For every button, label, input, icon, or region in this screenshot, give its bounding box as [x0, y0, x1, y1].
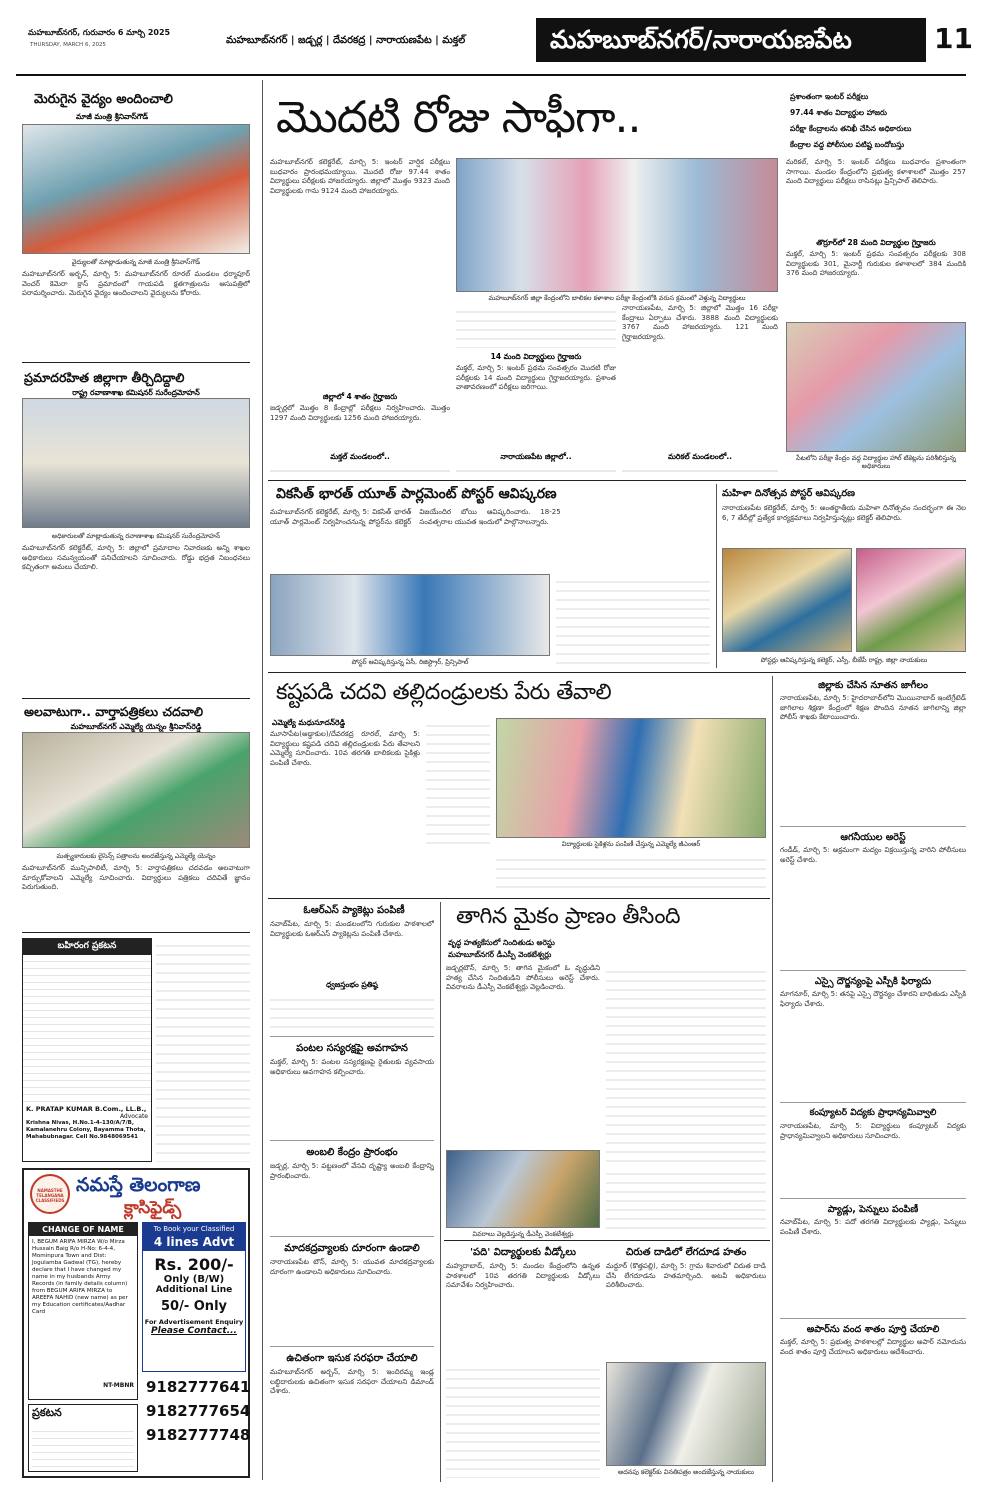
article-body	[606, 1166, 766, 1232]
classifieds-seal-text: NAMASTHE TELANGANA CLASSIFIEDS	[35, 1188, 65, 1203]
article-body: మక్తల్, మార్చి 5: ప్రభుత్వ పాఠశాలల్లో విద్యార్థుల అపార్ నమోదును వంద శాతం పూర్తి చేయాలని అధికారులు ఆదేశించారు.	[780, 1338, 966, 1356]
advocate-role: Advocate	[119, 1113, 148, 1120]
article-headline: జిల్లాకు చేసిన నూతన జాగీలం	[818, 680, 928, 691]
change-of-name-code: NT-MBNR	[103, 1382, 134, 1389]
article-body: నవాబ్‌పేట, మార్చి 5: పదో తరగతి విద్యార్థులకు ప్యాడ్లు, పెన్నులు పంపిణీ చేశారు.	[780, 1218, 966, 1236]
article-subhead: ధ్వజస్తంభం ప్రతిష్ఠ	[326, 980, 378, 989]
phone-number: 9182777654	[146, 1402, 251, 1420]
article-headline: ఉచితంగా ఇసుక సరఫరా చేయాలి	[286, 1353, 418, 1364]
lead-headline: మొదటి రోజు సాఫీగా..	[276, 92, 641, 143]
photo-caption: వైద్యులతో మాట్లాడుతున్న మాజీ మంత్రి శ్రీనివాస్‌గౌడ్	[71, 258, 201, 266]
article-photo	[22, 124, 250, 254]
lead-bullet: పరీక్షా కేంద్రాలను తనిఖీ చేసిన అధికారులు	[790, 124, 912, 133]
article-body: మహబూబ్‌నగర్ అర్బన్, మార్చి 5: ఇందిరమ్మ ఇండ్ల లబ్ధిదారులకు ఉచితంగా ఇసుక సరఫరా చేయాలని డిమాండ్ చేశారు.	[270, 1368, 434, 1395]
lead-subhead: నారాయణపేట జిల్లాలో..	[500, 452, 572, 461]
lead-body: మక్తల్, మార్చి 5: ఇంటర్ ప్రథమ సంవత్సరం మొదటి రోజు పరీక్షలకు 14 మంది విద్యార్థులు గైర్హాజరయ్యారు. ప్రశాంత వాతావరణంలో పరీక్షలు జరిగాయి.	[456, 364, 616, 391]
article-headline: పంటల సస్యరక్షపై అవగాహన	[296, 1043, 408, 1054]
phone-number: 9182777641	[146, 1378, 251, 1396]
left-column	[16, 80, 256, 1485]
article-body: నారాయణపేట, మార్చి 5: హైదరాబాద్‌లోని మొయినాబాద్ ఇంటిగ్రేటెడ్ జాగిలాల శిక్షణా కేంద్రంలో శిక్షణ పొందిన నూతన జాగిలాన్ని జిల్లా పోలీస్ శాఖకు కేటాయించారు.	[780, 694, 966, 721]
article-headline: మెరుగైన వైద్యం అందించాలి	[34, 92, 173, 107]
article-byline: ఎమ్మెల్యే మధుసూదన్‌రెడ్డి	[272, 718, 346, 727]
booking-line-2: 4 lines Advt	[143, 1235, 245, 1251]
lead-subhead: తొర్రూర్‌లో 28 మంది విద్యార్థుల గైర్హాజరు	[816, 238, 936, 247]
advocate-name: K. PRATAP KUMAR B.Com., LL.B.,	[26, 1105, 147, 1113]
lead-photo	[456, 158, 778, 292]
article-body: జడ్చర్ల, మార్చి 5: పట్టణంలో వేసవి దృష్ట్యా అంబలి కేంద్రాన్ని ప్రారంభించారు.	[270, 1162, 434, 1180]
classifieds-brand-sub: క్లాసిఫైడ్స్	[124, 1198, 182, 1218]
advocate-address: Krishna Nivas, H.No.1-4-130/A/7/B, Kamalanehru Colony, Bayamma Thota, Mahabubnagar. Cell No.9848069541	[26, 1120, 146, 1140]
lead-subhead: జిల్లాలో 4 శాతం గైర్హాజరు	[322, 392, 398, 401]
photo-caption: వివరాలు వెల్లడిస్తున్న డీఎస్పీ వెంకటేశ్వర్లు	[472, 1230, 574, 1238]
lead-body	[270, 464, 450, 476]
classifieds-block	[22, 1168, 250, 1478]
phone-number: 9182777748	[146, 1426, 251, 1444]
article-byline: రాష్ట్ర రవాణాశాఖ కమిషనర్ సురేంద్రమోహన్	[72, 388, 200, 397]
change-of-name-heading: CHANGE OF NAME	[29, 1223, 137, 1236]
lead-body	[456, 464, 616, 476]
article-photo	[22, 398, 250, 528]
photo-caption: అదనపు కలెక్టర్‌కు వినతిపత్రం అందజేస్తున్న నాయకులు	[618, 1468, 754, 1476]
article-body: మక్తల్, మార్చి 5: పంటల సస్యరక్షణపై రైతులకు వ్యవసాయ అధికారులు అవగాహన కల్పించారు.	[270, 1058, 434, 1076]
booking-contact: Please Contact...	[151, 1326, 237, 1336]
article-headline: కంప్యూటర్ విద్యకు ప్రాధాన్యమివ్వాలి	[809, 1108, 937, 1118]
lead-body: మహబూబ్‌నగర్ కలెక్టరేట్, మార్చి 5: ఇంటర్ వార్షిక పరీక్షలు బుధవారం ప్రారంభమయ్యాయి. మొదటి రోజు 97.44 శాతం విద్యార్థులు పరీక్షలకు హాజరయ్యారు. జిల్లాలో మొత్తం 9323 మంది విద్యార్థులకు గాను 9124 మంది హాజరయ్యారు.	[270, 158, 450, 195]
lead-subhead: మక్తల్ మండలంలో..	[330, 452, 390, 461]
photo-caption: అధికారులతో మాట్లాడుతున్న రవాణాశాఖ కమిషనర్ సురేంద్రమోహన్	[51, 532, 221, 540]
article-headline: అంబలి కేంద్రం ప్రారంభం	[306, 1147, 398, 1158]
photo-caption: విద్యార్థులకు సైకిళ్లను పంపిణీ చేస్తున్న ఎమ్మెల్యే జీఎంఆర్	[561, 840, 701, 848]
lead-body: మక్తల్, మార్చి 5: ఇంటర్ ప్రథమ సంవత్సరం పరీక్షలకు 308 విద్యార్థులకు 301, మైనార్టీ గురుకుల కళాశాలలో 384 మందికి 376 మంది హాజరయ్యారు.	[786, 250, 966, 277]
article-headline: ప్యాడ్లు, పెన్నులు పంపిణీ	[827, 1204, 919, 1215]
article-body: మహబూబ్‌నగర్ కలెక్టరేట్, మార్చి 5: వికసిత్ భారత్ యూత్ పార్లమెంట్ నిర్వహించనున్న పోస్టర్‌ను కలెక్టర్ విజయేందిర బోయి ఆవిష్కరించారు. 18-25 సంవత్సరాల యువత ఇందులో పాల్గొనాలన్నారు.	[270, 508, 561, 526]
article-photo	[270, 574, 550, 656]
lead-body: జడ్చర్లలో మొత్తం 8 కేంద్రాల్లో పరీక్షలు నిర్వహించారు. మొత్తం 1297 మంది విద్యార్థులకు 1256 మంది హాజరయ్యారు.	[270, 404, 450, 422]
photo-caption: మత్స్యకారులకు లైసెన్స్‌ పత్రాలను అందజేస్తున్న ఎమ్మెల్యే యెన్నం	[56, 852, 216, 860]
article-body	[446, 1362, 600, 1478]
lead-bullet: కేంద్రాల వద్ద పోలీసుల పటిష్ట బందోబస్తు	[790, 140, 905, 149]
article-headline: చిరుత దాడిలో లేగదూడ హతం	[625, 1247, 747, 1258]
right-column	[776, 676, 966, 1486]
lead-subhead: మరికల్ మండలంలో..	[667, 452, 733, 461]
notice-box-heading: ప్రకటన	[32, 1406, 62, 1419]
edition-banner	[536, 18, 926, 62]
change-of-name-text: I, BEGUM ARIFA MIRZA W/o Mirza Hussain Baig R/o H-No: 6-4-4, Mominpura Town and Dist: Jogulamba Gadwal (TG), hereby declare that I have changed my name in my husbands Army Records (in family details column) from BEGUM ARIFA MIRZA to AREEFA NAHID (new name) as per my Education certificates/Aadhar Card	[32, 1239, 128, 1315]
classifieds-brand: నమస్తే తెలంగాణ	[76, 1174, 201, 1196]
article-body: నవాబ్‌పేట, మార్చి 5: మండలంలోని గురుకుల పాఠశాలలో విద్యార్థులకు ఓఆర్‌ఎస్ ప్యాకెట్లను పంపిణీ చేశారు.	[270, 920, 434, 938]
article-headline: వికసిత్ భారత్ యూత్ పార్లమెంట్ పోస్టర్ ఆవిష్కరణ	[276, 486, 557, 502]
article-body	[270, 992, 434, 1032]
public-notice-ad	[22, 938, 152, 1162]
date-telugu: మహబూబ్‌నగర్, గురువారం 6 మార్చి 2025	[28, 28, 171, 37]
page-number: 11	[934, 22, 973, 55]
booking-price-note: Only (B/W)	[163, 1274, 225, 1285]
lead-bullets	[790, 92, 966, 151]
classifieds-seal	[30, 1174, 70, 1214]
notice-heading: బహిరంగ ప్రకటన	[23, 939, 151, 955]
booking-enquiry: For Advertisement Enquiry	[144, 1318, 244, 1326]
lead-bullet: ప్రశాంతంగా ఇంటర్ పరీక్షలు	[790, 92, 869, 101]
article-body	[156, 938, 250, 1162]
article-byline: మాజీ మంత్రి శ్రీనివాస్‌గౌడ్	[76, 112, 149, 121]
booking-additional-price: 50/- Only	[161, 1299, 227, 1314]
article-headline: ఎస్సై దౌర్జన్యంపై ఎస్పీకి ఫిర్యాదు	[814, 976, 932, 987]
article-headline: ఓఆర్‌ఎస్ ప్యాకెట్లు పంపిణీ	[303, 905, 405, 916]
lead-body: నారాయణపేట, మార్చి 5: జిల్లాలో మొత్తం 16 పరీక్షా కేంద్రాలు ఏర్పాటు చేశారు. 3888 మంది విద్యార్థులకు 3767 మంది హాజరయ్యారు. 121 మంది గైర్హాజరయ్యారు.	[622, 304, 778, 341]
article-bullet: వృద్ధ హత్యకేసులో నిందితుడు అరెస్టు	[448, 938, 555, 947]
article-headline: మాదకద్రవ్యాలకు దూరంగా ఉండాలి	[284, 1243, 420, 1254]
date-english: THURSDAY, MARCH 6, 2025	[30, 42, 106, 48]
article-body	[556, 574, 710, 666]
change-of-name-box	[28, 1222, 138, 1400]
article-body: మహబూబ్‌నగర్ కలెక్టరేట్, మార్చి 5: జిల్లాలో ప్రమాదాల నివారణకు అన్ని శాఖల అధికారులు సమన్వయంతో పనిచేయాలని సూచించారు. రోడ్డు భద్రత నిబంధనలు కచ్చితంగా అమలు చేయాలి.	[22, 544, 250, 571]
booking-additional: Additional Line	[155, 1285, 233, 1295]
booking-line-1: To Book your Classified	[143, 1223, 245, 1235]
article-body: నారాయణపేట టౌన్, మార్చి 5: యువత మాదకద్రవ్యాలకు దూరంగా ఉండాలని అధికారులు సూచించారు.	[270, 1258, 434, 1276]
article-body: మహబూబ్‌నగర్ అర్బన్, మార్చి 5: మహబూబ్‌నగర్ రూరల్ మండలం ధర్మాపూర్ వెంచర్ కెమెరా క్రాస్ ప్రమాదంలో గాయపడి క్షతగాత్రులను ఆసుపత్రిలో పరామర్శించారు. మెరుగైన వైద్యం అందించాలని వైద్యులను కోరారు.	[22, 270, 250, 297]
notice-box-text	[32, 1425, 134, 1469]
lead-body	[456, 304, 616, 348]
article-headline: అపార్‌ను వంద శాతం పూర్తి చేయాలి	[806, 1324, 940, 1335]
article-body: మాగనూర్, మార్చి 5: తనపై ఎస్సై దౌర్జన్యం చేశారని బాధితుడు ఎస్పీకి ఫిర్యాదు చేశారు.	[780, 990, 966, 1008]
article-body: మద్దూర్ (కొత్తపల్లి), మార్చి 5: గ్రామ శివారులో చిరుత దాడి చేసి లేగదూడను హతమార్చింది. అటవీ అధికారులు పరిశీలించారు.	[606, 1262, 766, 1289]
article-body: మహ్మదాబాద్, మార్చి 5: మండల కేంద్రంలోని ఉన్నత పాఠశాలలో 10వ తరగతి విద్యార్థులకు వీడ్కోలు సమావేశం నిర్వహించారు.	[446, 1262, 600, 1289]
lead-photo-2-caption: పేటలోని పరీక్షా కేంద్రం వద్ద విద్యార్థుల హాల్ టికెట్లను పరిశీలిస్తున్న అధికారులు	[796, 454, 956, 470]
article-photo	[496, 718, 766, 838]
lead-subhead: 14 మంది విద్యార్థులు గైర్హాజరు	[490, 352, 582, 361]
photo-caption: పోస్టర్ ఆవిష్కరిస్తున్న ఏసీ, రిజిస్ట్రార్, ప్రిన్సిపాల్	[351, 658, 469, 666]
article-body: మహబూబ్‌నగర్ మున్సిపాలిటీ, మార్చి 5: వార్తాపత్రికలు చదవడం అలవాటుగా మార్చుకోవాలని ఎమ్మెల్యే సూచించారు. విద్యార్థులు పత్రికలు చదివితే జ్ఞానం పెరుగుతుంది.	[22, 864, 250, 891]
photo-caption: పోస్టర్లు ఆవిష్కరిస్తున్న కలెక్టర్, ఎస్పీ, బీజేపీ రాష్ట్ర, జిల్లా నాయకులు	[760, 656, 928, 664]
article-headline: 'పది' విద్యార్థులకు వీడ్కోలు	[469, 1247, 576, 1258]
article-photo	[22, 732, 250, 848]
article-body: నారాయణపేట కలెక్టరేట్, మార్చి 5: అంతర్జాతీయ మహిళా దినోత్సవం సందర్భంగా ఈ నెల 6, 7 తేదీల్లో ప్రత్యేక కార్యక్రమాలు నిర్వహిస్తున్నట్లు కలెక్టర్ తెలిపారు.	[722, 504, 966, 522]
article-photo	[446, 1150, 600, 1228]
article-headline: అలవాటుగా.. వార్తాపత్రికలు చదవాలి	[24, 704, 204, 719]
article-body: మూసాపేట(అడ్డాకుల)/దేవరకద్ర రూరల్, మార్చి 5: విద్యార్థులు కష్టపడి చదివి తల్లిదండ్రులకు పేరు తేవాలని ఎమ్మెల్యే సూచించారు. 10వ తరగతి బాలికలకు సైకిళ్లు పంపిణీ చేశారు.	[270, 730, 420, 767]
article-body	[496, 852, 766, 892]
booking-price: Rs. 200/-	[154, 1255, 234, 1274]
article-photo	[606, 1362, 766, 1466]
article-headline: తాగిన మైకం ప్రాణం తీసింది	[456, 904, 681, 929]
lead-body: మరికల్, మార్చి 5: ఇంటర్ పరీక్షలు బుధవారం ప్రశాంతంగా సాగాయి. మండల కేంద్రంలోని ప్రభుత్వ కళాశాలలో మొత్తం 257 మంది విద్యార్థులు పరీక్షలు రాసినట్లు ప్రిన్సిపాల్ తెలిపారు.	[786, 158, 966, 185]
article-headline: కష్టపడి చదవి తల్లిదండ్రులకు పేరు తేవాలి	[276, 680, 612, 705]
article-body	[426, 718, 490, 846]
article-body: నారాయణపేట, మార్చి 5: విద్యార్థులు కంప్యూటర్ విద్యకు ప్రాధాన్యమివ్వాలని అధికారులు సూచించారు.	[780, 1122, 966, 1140]
article-photo	[722, 548, 852, 652]
article-body: గండీడ్, మార్చి 5: అక్రమంగా మద్యం విక్రయిస్తున్న వారిని పోలీసులు అరెస్ట్ చేశారు.	[780, 846, 966, 864]
article-bullet: మహబూబ్‌నగర్ డీఎస్పీ వెంకటేశ్వర్లు	[448, 950, 552, 959]
article-body: జడ్చర్లటౌన్, మార్చి 5: తాగిన మైకంలో ఓ వృద్ధుడిని హత్య చేసిన నిందితుడిని పోలీసులు అరెస్ట్ చేశారు. వివరాలను డీఎస్పీ వెంకటేశ్వర్లు వెల్లడించారు.	[446, 964, 600, 991]
article-headline: ఆగనీయుల అరెస్ట్	[840, 832, 906, 843]
lead-photo-2	[786, 322, 966, 452]
article-headline: ప్రమాదరహిత జిల్లాగా తీర్చిదిద్దాలి	[24, 370, 185, 385]
edition-title: మహబూబ్‌నగర్/నారాయణపేట	[550, 25, 852, 54]
lead-photo-caption: మహబూబ్‌నగర్ జిల్లా కేంద్రంలోని బాలికల కళాశాల పరీక్షా కేంద్రంలోకి వరుస క్రమంలో వెళ్తున్న విద్యార్థులు	[488, 294, 746, 302]
article-byline: మహబూబ్‌నగర్ ఎమ్మెల్యే యెన్నం శ్రీనివాస్‌రెడ్డి	[70, 722, 202, 731]
article-headline: మహిళా దినోత్సవ పోస్టర్ ఆవిష్కరణ	[722, 488, 855, 499]
lead-bullet: 97.44 శాతం విద్యార్థుల హాజరు	[790, 108, 888, 117]
small-stories-column	[268, 900, 436, 1485]
notice-text	[23, 955, 151, 1105]
district-list: మహబూబ్‌నగర్ | జడ్చర్ల | దేవరకద్ర | నారాయణపేట | మక్తల్	[226, 35, 466, 46]
notice-box	[28, 1404, 138, 1472]
article-photo	[856, 548, 966, 652]
masthead	[16, 18, 973, 70]
booking-box	[142, 1222, 246, 1372]
article-body	[606, 964, 766, 1164]
lead-body	[622, 464, 778, 476]
